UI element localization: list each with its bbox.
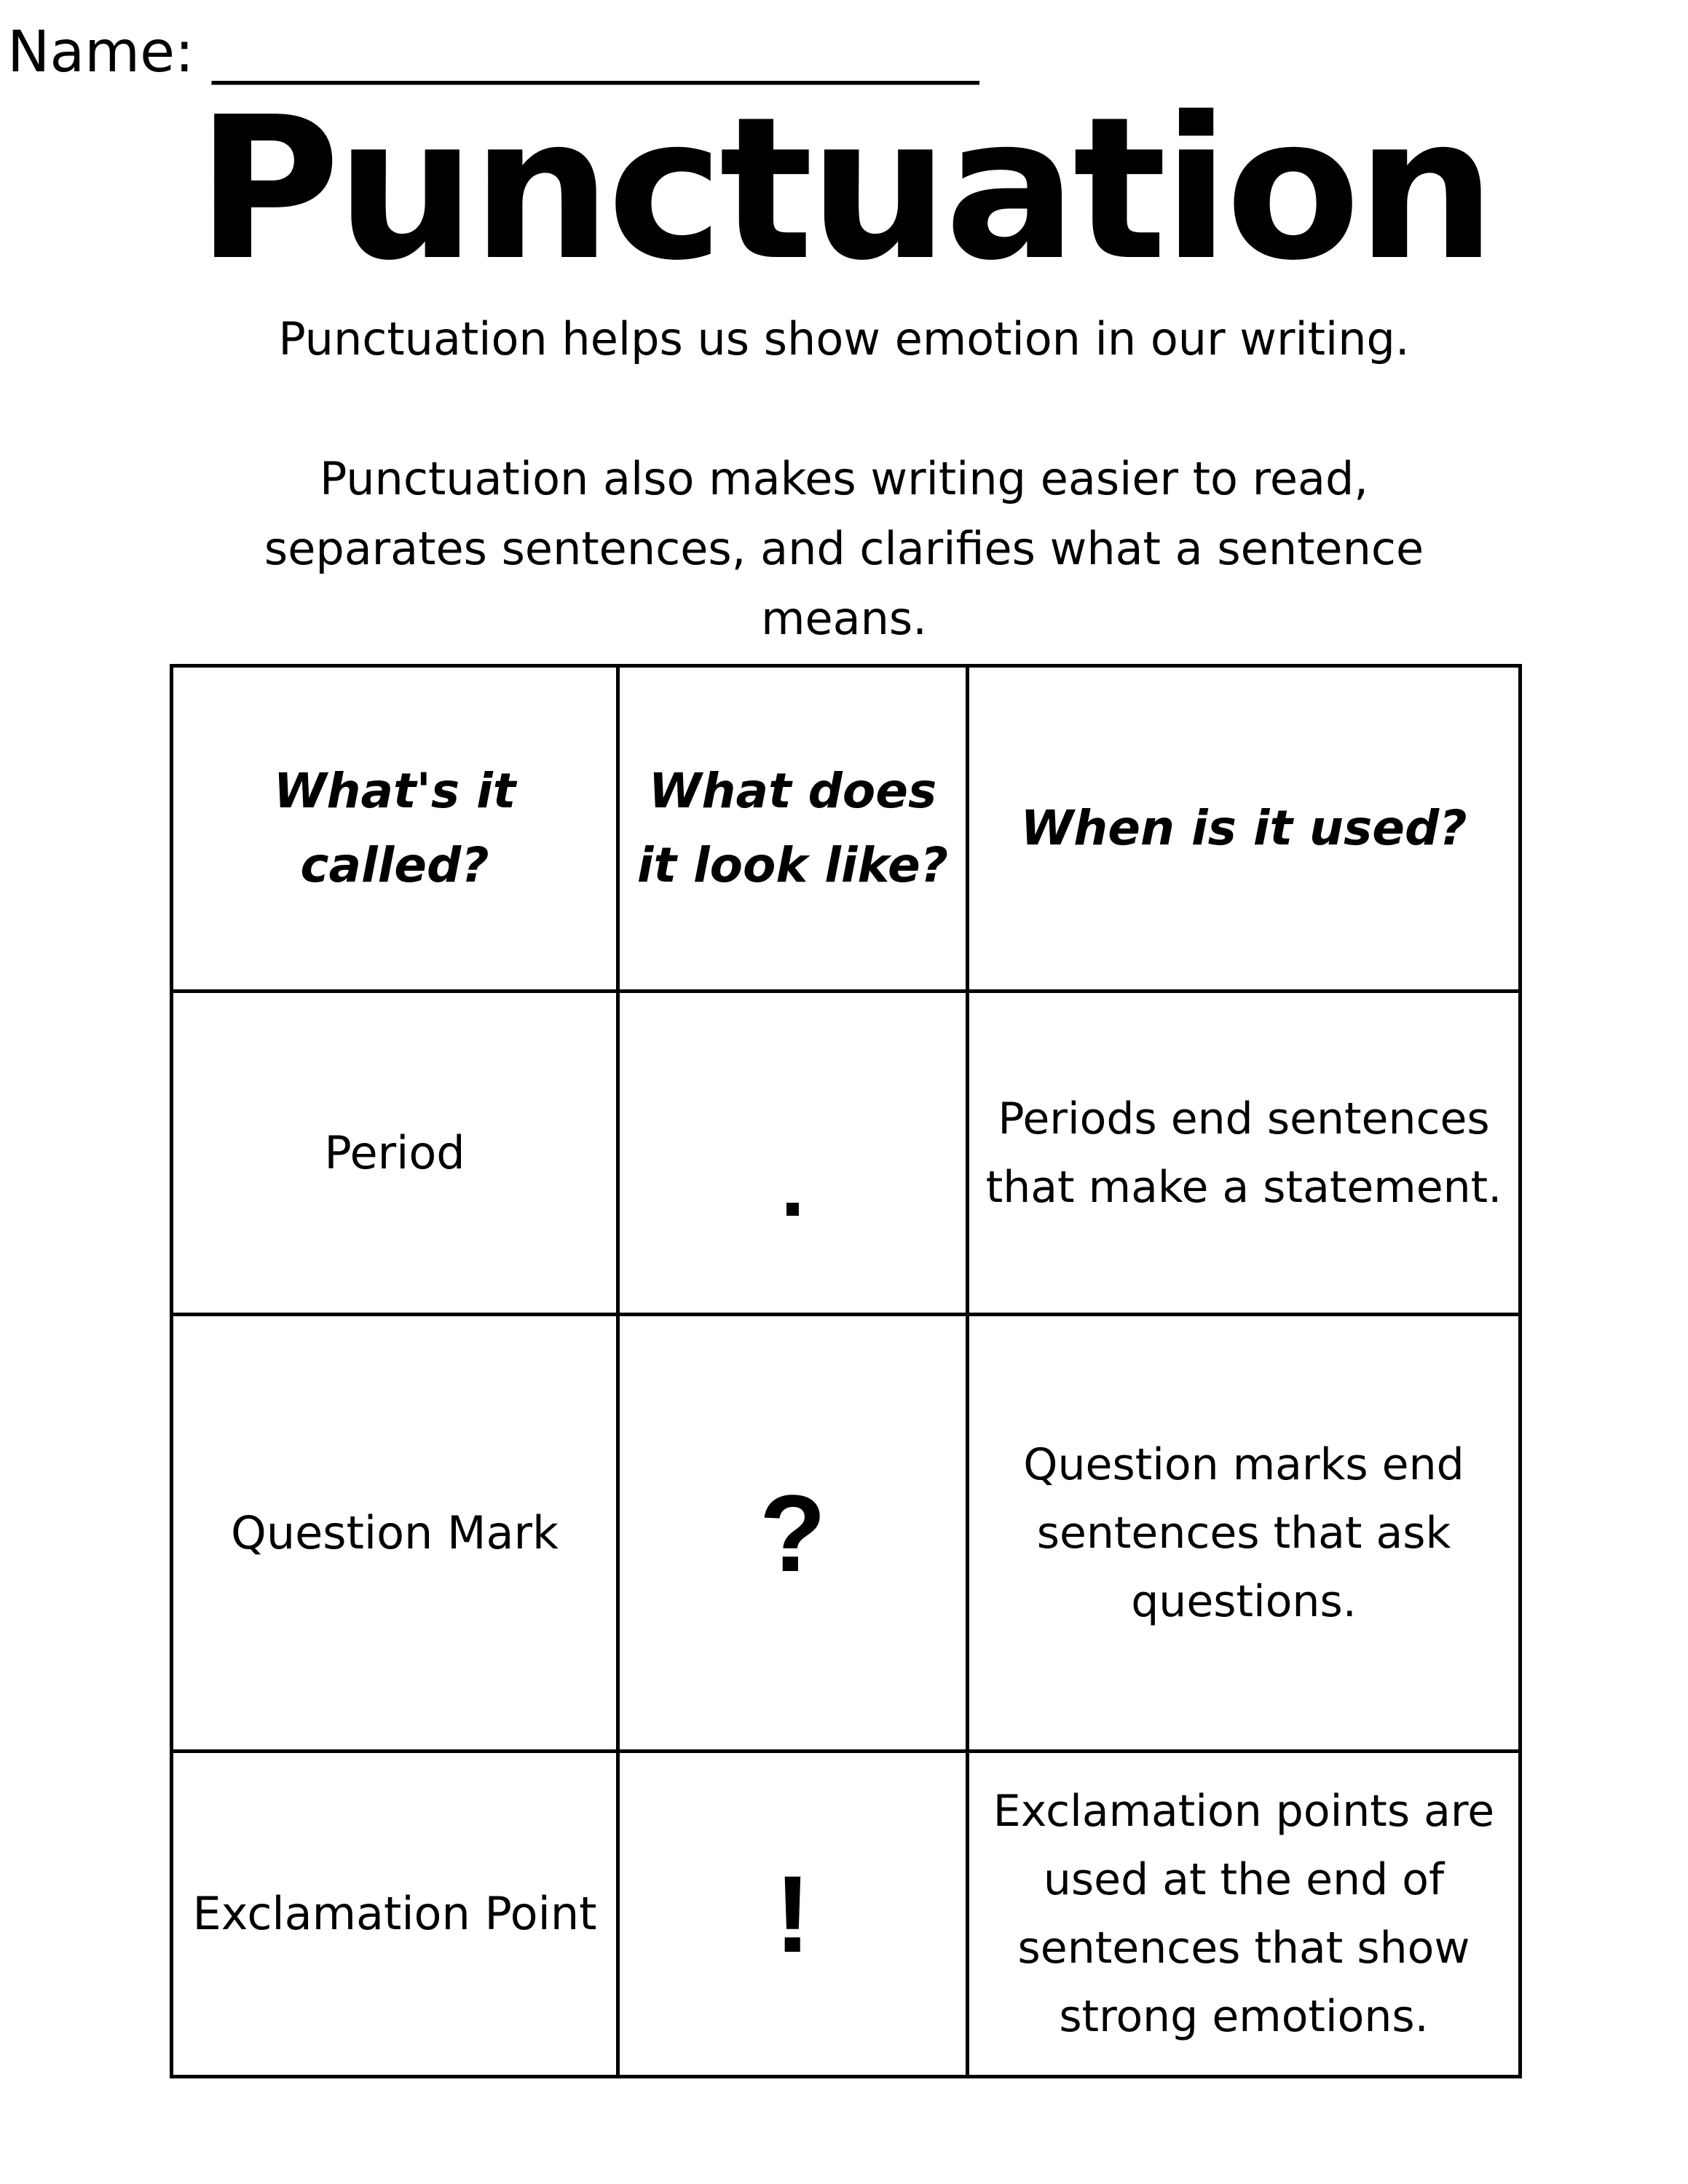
- punctuation-usage: Question marks end sentences that ask questions.: [968, 1315, 1521, 1752]
- page-title: Punctuation: [196, 74, 1492, 304]
- intro-sentence: Punctuation helps us show emotion in our writing.: [278, 312, 1410, 365]
- intro-paragraph-line: Punctuation also makes writing easier to read,: [319, 452, 1369, 505]
- punctuation-table: [170, 664, 1522, 2078]
- intro-paragraph-line: means.: [761, 592, 927, 645]
- intro-paragraph: [0, 444, 1688, 654]
- column-header-name: What's it called?: [172, 666, 618, 992]
- table-row-question-mark: [172, 1315, 1521, 1752]
- table-row-exclamation-point: [172, 1752, 1521, 2077]
- exclamation-point-symbol: !: [774, 1853, 811, 1975]
- period-symbol: .: [780, 1137, 805, 1235]
- intro-paragraph-line: separates sentences, and clarifies what a sentence: [264, 522, 1424, 575]
- table-header-row: [172, 666, 1521, 992]
- punctuation-symbol: [618, 1752, 968, 2077]
- punctuation-usage: Exclamation points are used at the end of sentences that show strong emotions.: [968, 1752, 1521, 2077]
- punctuation-name: Exclamation Point: [172, 1752, 618, 2077]
- punctuation-name: Period: [172, 992, 618, 1315]
- table-row-period: [172, 992, 1521, 1315]
- question-mark-symbol: ?: [759, 1471, 827, 1594]
- punctuation-symbol: [618, 1315, 968, 1752]
- column-header-usage: When is it used?: [968, 666, 1521, 992]
- punctuation-symbol: [618, 992, 968, 1315]
- punctuation-usage: Periods end sentences that make a statement.: [968, 992, 1521, 1315]
- name-field-label: Name: ___________________________: [7, 20, 979, 85]
- column-header-symbol: What does it look like?: [618, 666, 968, 992]
- punctuation-name: Question Mark: [172, 1315, 618, 1752]
